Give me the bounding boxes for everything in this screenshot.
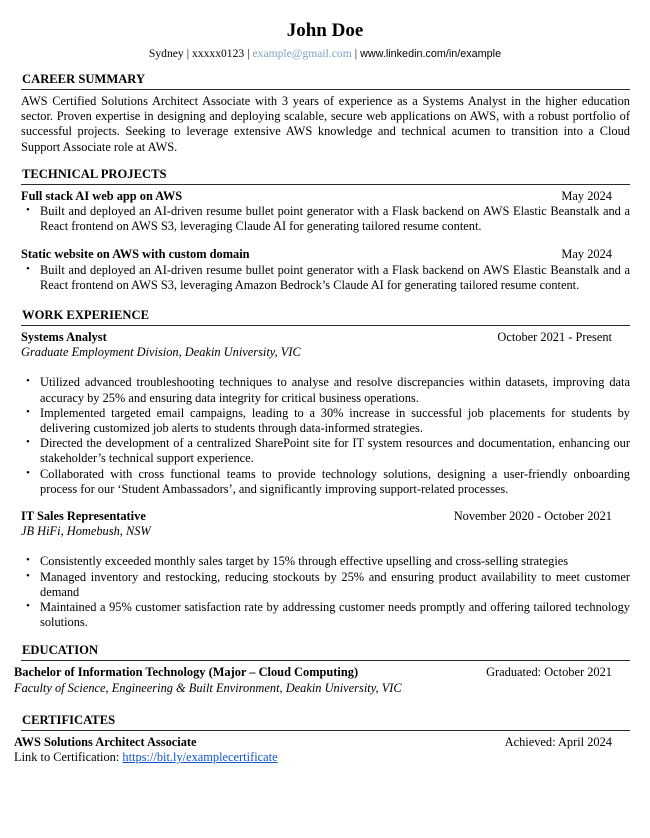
candidate-name: John Doe (286, 20, 364, 41)
project-title: Static website on AWS with custom domain (21, 247, 250, 262)
job-bullet: • Maintained a 95% customer satisfaction rate by addressing customer needs promptly and offering tailored technology solutions. (40, 600, 630, 630)
job-bullet-list (21, 375, 630, 497)
job-bullet: • Implemented targeted email campaigns, leading to a 30% increase in successful job placements for students by delivering customized job alerts to students through data-informed strategies. (40, 406, 630, 436)
job-title-row (21, 509, 630, 524)
education-institution: Faculty of Science, Engineering & Built Environment, Deakin University, VIC (14, 680, 402, 695)
section-work-experience (21, 308, 630, 630)
project-bullet: • Built and deployed an AI-driven resume bullet point generator with a Flask backend on AWS Elastic Beanstalk and a React frontend on AWS S3, leveraging Amazon Bedrock’s Claude AI for generating tailored resume content. (40, 263, 630, 293)
section-career-summary (21, 72, 630, 155)
job-bullet-list (21, 554, 630, 630)
work-experience-heading: WORK EXPERIENCE (21, 308, 630, 326)
job-entry (21, 330, 630, 497)
project-title-row (21, 247, 630, 262)
contact-separator: | (247, 47, 250, 60)
section-certificates (14, 712, 630, 765)
job-title: IT Sales Representative (21, 509, 146, 524)
contact-separator: | (354, 47, 358, 60)
job-entry (21, 509, 630, 630)
certificate-title: AWS Solutions Architect Associate (14, 734, 197, 749)
job-bullet: • Utilized advanced troubleshooting techniques to analyse and resolve discrepancies within datasets, improving data accuracy by 25% and ensuring data integrity for critical business operations. (40, 375, 630, 405)
education-heading: EDUCATION (21, 643, 630, 661)
contact-linkedin-url: www.linkedin.com/in/example (360, 48, 502, 60)
certificates-heading: CERTIFICATES (21, 713, 630, 731)
education-title-row (14, 665, 630, 680)
career-summary-heading: CAREER SUMMARY (21, 72, 630, 90)
project-bullet-list (21, 204, 630, 234)
project-bullet-list (21, 263, 630, 293)
education-entry (14, 665, 630, 695)
job-organization: JB HiFi, Homebush, NSW (21, 524, 151, 539)
job-bullet: • Managed inventory and restocking, reducing stockouts by 25% and ensuring product availability to meet customer demand (40, 570, 630, 600)
job-bullet: • Consistently exceeded monthly sales target by 15% through effective upselling and cross-selling strategies (40, 554, 630, 569)
project-date: May 2024 (561, 188, 612, 203)
contact-phone: xxxxx0123 (192, 47, 245, 60)
career-summary-text: AWS Certified Solutions Architect Associate with 3 years of experience as a Systems Analyst in the higher education sector. Proven expertise in designing and deploying scalable, secure web applications on AWS, with a robust portfolio of successful projects. Seeking to leverage extensive AWS knowledge and technical acumen to transition into a Cloud Support Associate role at AWS. (21, 94, 630, 154)
project-title: Full stack AI web app on AWS (21, 188, 183, 203)
job-date: November 2020 - October 2021 (453, 509, 612, 524)
contact-location: Sydney (148, 47, 184, 60)
project-title-row (21, 189, 630, 204)
job-bullet: • Directed the development of a centralized SharePoint site for IT system resources and documentation, enhancing our stakeholder’s technical support experience. (40, 436, 630, 466)
job-date: October 2021 - Present (497, 330, 612, 345)
education-date: Graduated: October 2021 (486, 665, 612, 680)
technical-projects-heading: TECHNICAL PROJECTS (21, 167, 630, 185)
job-title: Systems Analyst (21, 330, 107, 345)
section-education (14, 643, 630, 695)
certificate-entry (14, 735, 630, 765)
project-entry (21, 189, 630, 235)
certificate-link[interactable]: https://bit.ly/examplecertificate (122, 750, 278, 765)
contact-separator: | (186, 47, 190, 60)
project-entry (21, 247, 630, 293)
contact-email-link[interactable]: example@gmail.com (252, 47, 352, 60)
project-bullet: • Built and deployed an AI-driven resume bullet point generator with a Flask backend on AWS Elastic Beanstalk and a React frontend on AWS S3, leveraging Claude AI for generating tailored resume content. (40, 204, 630, 234)
contact-line (0, 47, 650, 61)
education-degree: Bachelor of Information Technology (Major – Cloud Computing) (14, 665, 359, 680)
job-title-row (21, 330, 630, 345)
certificate-date: Achieved: April 2024 (504, 734, 612, 749)
job-organization: Graduate Employment Division, Deakin University, VIC (21, 345, 301, 360)
certificate-link-label: Link to Certification: (14, 750, 123, 765)
job-bullet: • Collaborated with cross functional teams to provide technology solutions, designing a user-friendly onboarding process for our ‘Student Ambassadors’, and significantly improving support-related processes. (40, 467, 630, 497)
document-header (0, 20, 650, 61)
certificate-title-row (14, 735, 630, 750)
section-technical-projects (21, 167, 630, 293)
project-date: May 2024 (561, 247, 612, 262)
certificate-link-line (14, 750, 630, 765)
